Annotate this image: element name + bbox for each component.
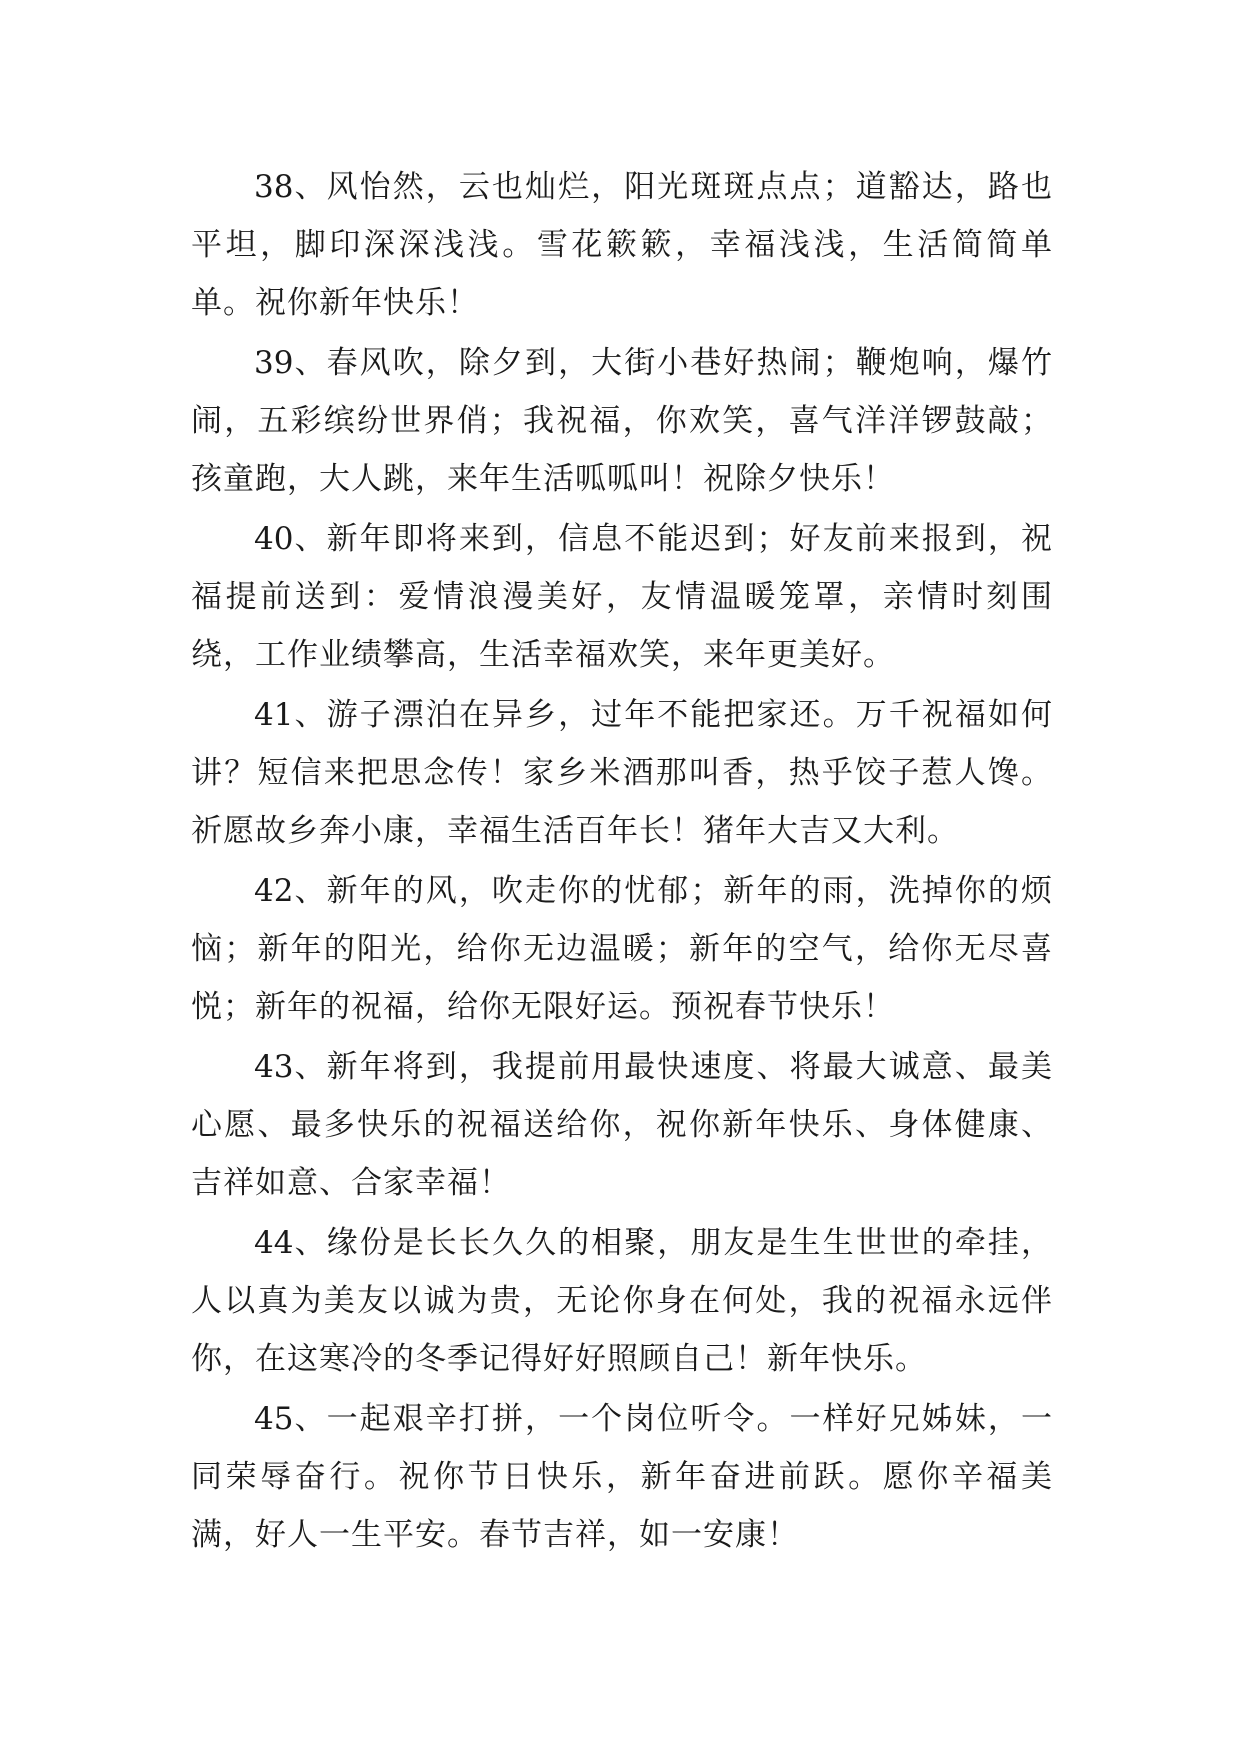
entry-number: 43、 [254,1049,327,1085]
entry-number: 38、 [254,169,327,205]
entry-number: 41、 [254,697,327,733]
entry-number: 42、 [254,873,327,909]
entry-number: 44、 [254,1225,327,1261]
entry-text: 一起艰辛打拼，一个岗位听令。一样好兄姊妹，一同荣辱奋行。祝你节日快乐，新年奋进前跃。愿你辛福美满，好人一生平安。春节吉祥，如一安康！ [191,1401,1054,1553]
entry-number: 39、 [254,345,327,381]
list-item [191,158,1053,332]
entry-text: 新年的风，吹走你的忧郁；新年的雨，洗掉你的烦恼；新年的阳光，给你无边温暖；新年的空气，给你无尽喜悦；新年的祝福，给你无限好运。预祝春节快乐！ [191,873,1054,1025]
entry-text: 新年将到，我提前用最快速度、将最大诚意、最美心愿、最多快乐的祝福送给你，祝你新年快乐、身体健康、吉祥如意、合家幸福！ [191,1049,1054,1201]
list-item [191,1214,1053,1388]
entry-text: 游子漂泊在异乡，过年不能把家还。万千祝福如何讲？短信来把思念传！家乡米酒那叫香，热乎饺子惹人馋。祈愿故乡奔小康，幸福生活百年长！猪年大吉又大利。 [191,697,1054,849]
entry-number: 45、 [254,1401,327,1437]
document-body [191,158,1053,1566]
list-item [191,686,1053,860]
entry-number: 40、 [254,521,327,557]
entry-text: 缘份是长长久久的相聚，朋友是生生世世的牵挂，人以真为美友以诚为贵，无论你身在何处，我的祝福永远伴你，在这寒冷的冬季记得好好照顾自己！新年快乐。 [191,1225,1054,1377]
list-item [191,862,1053,1036]
entry-text: 春风吹，除夕到，大街小巷好热闹；鞭炮响，爆竹闹，五彩缤纷世界俏；我祝福，你欢笑，喜气洋洋锣鼓敲；孩童跑，大人跳，来年生活呱呱叫！祝除夕快乐！ [191,345,1054,497]
list-item [191,1390,1053,1564]
list-item [191,334,1053,508]
list-item [191,1038,1053,1212]
list-item [191,510,1053,684]
entry-text: 新年即将来到，信息不能迟到；好友前来报到，祝福提前送到：爱情浪漫美好，友情温暖笼罩，亲情时刻围绕，工作业绩攀高，生活幸福欢笑，来年更美好。 [191,521,1054,673]
entry-text: 风怡然，云也灿烂，阳光斑斑点点；道豁达，路也平坦，脚印深深浅浅。雪花簌簌，幸福浅浅，生活简简单单。祝你新年快乐！ [191,169,1054,321]
